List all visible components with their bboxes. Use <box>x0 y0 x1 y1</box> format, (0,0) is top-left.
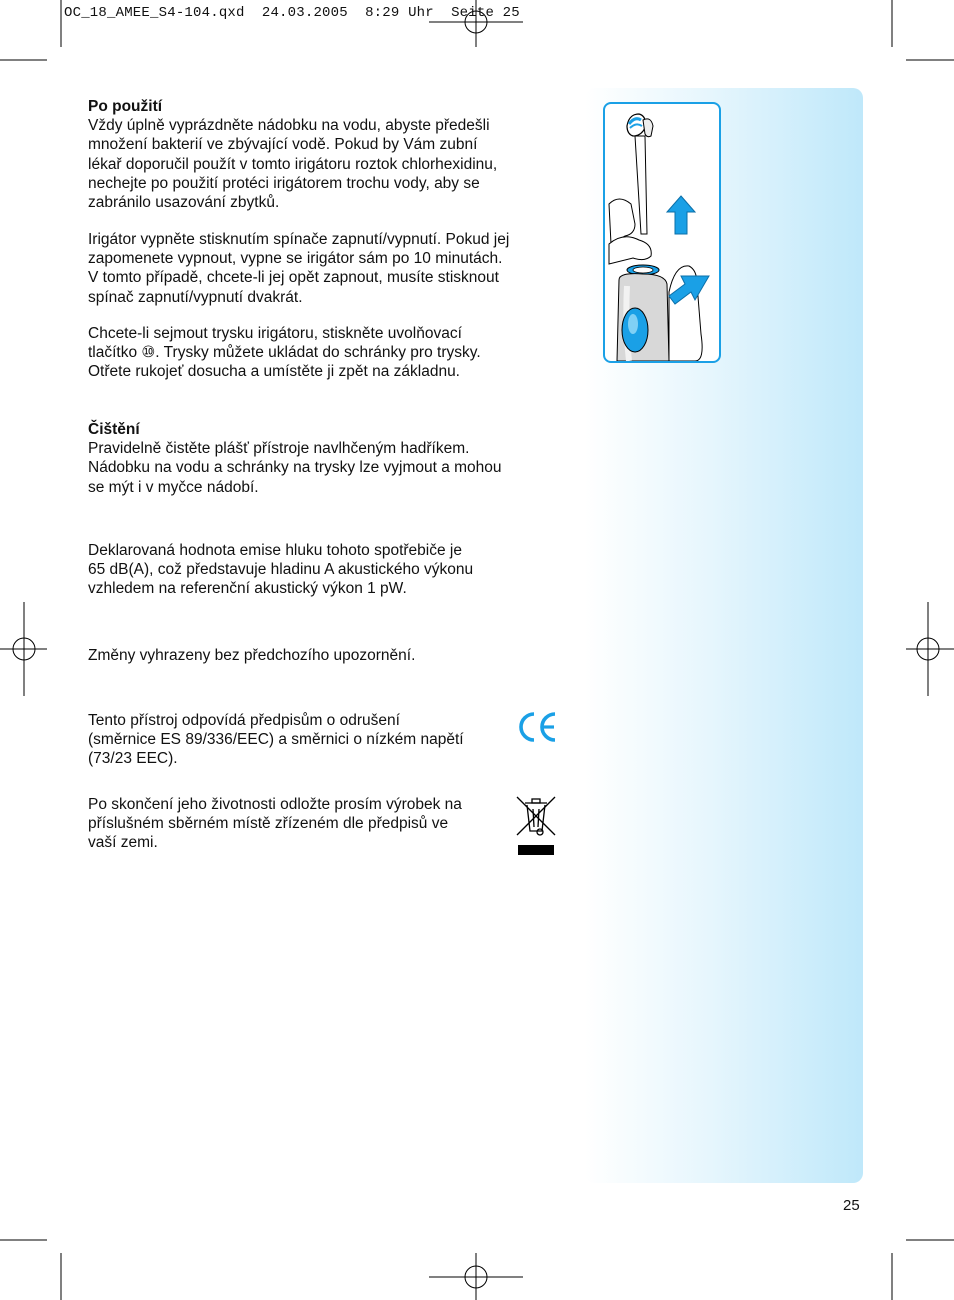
text-line: Tento přístroj odpovídá předpisům o odrušení <box>88 712 400 729</box>
text-line: Po skončení jeho životnosti odložte prosím výrobek na <box>88 796 462 813</box>
text-line: vaší zemi. <box>88 834 158 852</box>
section-remove-nozzle <box>88 324 563 382</box>
text-line: Nádobku na vodu a schránky na trysky lze vyjmout a mohou <box>88 459 502 477</box>
text-line: Otřete rukojeť dosucha a umístěte ji zpět na základnu. <box>88 363 460 381</box>
irrigator-nozzle-release-illustration <box>603 102 721 363</box>
section-noise <box>88 541 563 599</box>
heading-cleaning: Čištění <box>88 421 140 438</box>
text-line: 65 dB(A), což představuje hladinu A akustického výkonu <box>88 561 474 579</box>
text-line: Deklarovaná hodnota emise hluku tohoto spotřebiče je <box>88 542 462 559</box>
text-line: zapomenete vypnout, vypne se irigátor sám po 10 minutách. <box>88 250 503 268</box>
text-line: se mýt i v myčce nádobí. <box>88 478 259 496</box>
ce-mark-icon <box>517 710 559 749</box>
text-line: Pravidelně čistěte plášť přístroje navlhčeným hadříkem. <box>88 440 470 458</box>
heading-after-use: Po použití <box>88 98 163 115</box>
slug-time: 8:29 Uhr <box>365 5 434 21</box>
text-line: (směrnice ES 89/336/EEC) a směrnici o nízkém napětí <box>88 731 464 749</box>
text-line: množení bakterií ve zbývající vodě. Pokud by Vám zubní <box>88 136 478 154</box>
text-line: Irigátor vypněte stisknutím spínače zapnutí/vypnutí. Pokud jej <box>88 231 510 248</box>
text-line: nechejte po použití protéci irigátorem trochu vody, aby se <box>88 174 480 192</box>
page-number: 25 <box>843 1197 860 1214</box>
text-line: vzhledem na referenční akustický výkon 1 pW. <box>88 580 407 598</box>
slug-date: 24.03.2005 <box>261 5 348 21</box>
section-switch-off <box>88 230 563 307</box>
section-changes <box>88 646 563 665</box>
text-line: lékař doporučil použít v tomto irigátoru roztok chlorhexidinu, <box>88 155 498 173</box>
slug-page: Seite 25 <box>451 5 520 21</box>
text-line: Chcete-li sejmout trysku irigátoru, stiskněte uvolňovací <box>88 325 462 342</box>
text-line: příslušném sběrném místě zřízeném dle předpisů ve <box>88 815 449 833</box>
section-after-use <box>88 97 563 212</box>
print-slug <box>64 5 520 21</box>
text-line: Vždy úplně vyprázdněte nádobku na vodu, abyste předešli <box>88 117 490 135</box>
text-line: V tomto případě, chcete-li jej opět zapnout, musíte stisknout <box>88 269 499 287</box>
text-line: Změny vyhrazeny bez předchozího upozornění. <box>88 647 416 664</box>
text-line: (73/23 EEC). <box>88 750 178 768</box>
text-line: zabránilo usazování zbytků. <box>88 194 280 212</box>
slug-file: OC_18_AMEE_S4-104.qxd <box>64 5 245 21</box>
crossed-out-bin-icon <box>515 795 557 862</box>
section-disposal <box>88 795 513 853</box>
text-line: tlačítko ⑩. Trysky můžete ukládat do schránky pro trysky. <box>88 344 481 362</box>
section-compliance <box>88 711 513 769</box>
text-line: spínač zapnutí/vypnutí dvakrát. <box>88 288 303 306</box>
section-cleaning <box>88 420 563 497</box>
